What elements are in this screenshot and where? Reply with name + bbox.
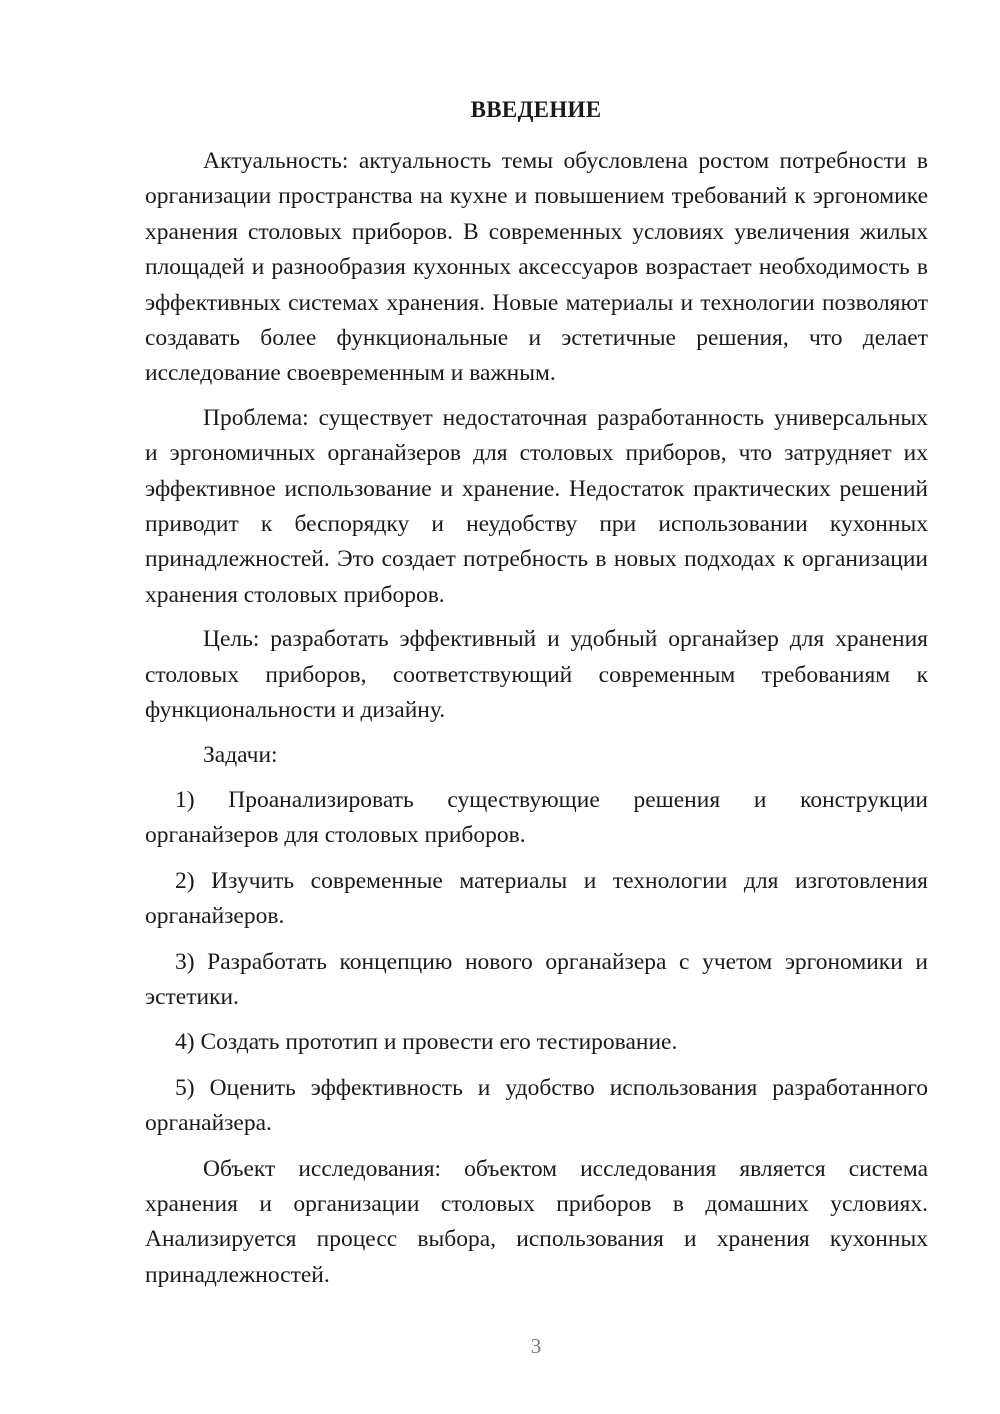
- page-title: ВВЕДЕНИЕ: [470, 97, 602, 122]
- task-item-1: 1) Проанализировать существующие решения и конструкции органайзеров для столовых приборов.: [145, 786, 928, 849]
- task-item-3: 3) Разработать концепцию нового органайзера с учетом эргономики и эстетики.: [145, 948, 928, 1010]
- task-item-2: 2) Изучить современные материалы и технологии для изготовления органайзеров.: [145, 867, 928, 930]
- page-number: 3: [530, 1334, 542, 1358]
- paragraph-goal: Цель: разработать эффективный и удобный органайзер для хранения столовых приборов, соответствующий современным требованиям к функциональности и дизайну.: [145, 626, 928, 724]
- tasks-label: Задачи:: [203, 741, 278, 768]
- paragraph-problem: Проблема: существует недостаточная разработанность универсальных и эргономичных органайзеров для столовых приборов, что затрудняет их эффективное использование и хранение. Недостаток практических решений приводит к беспорядку и неудобству при использовании кухонных принадлежностей. Это создает потребность в новых подходах к организации хранения столовых приборов.: [145, 404, 928, 608]
- task-item-4: 4) Создать прототип и провести его тестирование.: [175, 1029, 678, 1056]
- task-item-5: 5) Оценить эффективность и удобство использования разработанного органайзера.: [145, 1074, 928, 1137]
- document-body: [145, 144, 928, 1302]
- paragraph-relevance: Актуальность: актуальность темы обусловлена ростом потребности в организации пространства на кухне и повышением требований к эргономике хранения столовых приборов. В современных условиях увеличения жилых площадей и разнообразия кухонных аксессуаров возрастает необходимость в эффективных системах хранения. Новые материалы и технологии позволяют создавать более функциональные и эстетичные решения, что делает исследование своевременным и важным.: [145, 148, 928, 387]
- paragraph-object: Объект исследования: объектом исследования является система хранения и организации столовых приборов в домашних условиях. Анализируется процесс выбора, использования и хранения кухонных принадлежностей.: [145, 1155, 928, 1288]
